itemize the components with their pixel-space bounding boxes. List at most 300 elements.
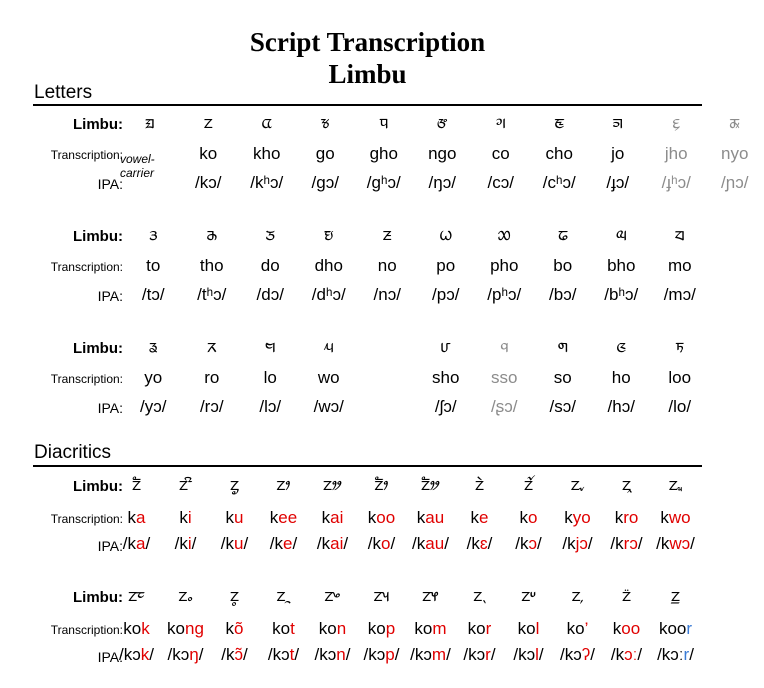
ipa-slash: / bbox=[149, 645, 154, 664]
limbu-glyph: ᤇ bbox=[554, 112, 565, 133]
ipa-mark: r bbox=[683, 645, 690, 664]
transcription-cell bbox=[357, 619, 406, 639]
transcription-cell bbox=[210, 619, 259, 639]
ipa-base: /k bbox=[122, 534, 137, 553]
transcription-cell bbox=[455, 619, 504, 639]
limbu-glyph: ᤁᤪ bbox=[621, 474, 632, 495]
transcription-cell: ko bbox=[199, 144, 218, 163]
table-row bbox=[120, 144, 749, 164]
limbu-glyph: ᤋ bbox=[149, 224, 158, 245]
transcription-mark: ee bbox=[278, 508, 298, 527]
transcription-label: Transcription: bbox=[50, 372, 123, 386]
ipa-base: /kɔ bbox=[463, 645, 486, 664]
transcription-cell bbox=[259, 508, 308, 528]
ipa-label: IPA: bbox=[97, 649, 123, 665]
transcription-mark: r bbox=[686, 619, 693, 638]
limbu-glyph: ᤍ bbox=[265, 224, 276, 245]
ipa-base: /k bbox=[656, 534, 670, 553]
limbu-glyph: ᤁᤦ bbox=[421, 474, 440, 495]
table-row bbox=[112, 585, 702, 607]
limbu-label: Limbu: bbox=[73, 478, 123, 495]
ipa-base: /k bbox=[316, 534, 331, 553]
ipa-base: /k bbox=[562, 534, 576, 553]
transcription-cell: jo bbox=[611, 144, 625, 163]
ipa-slash: / bbox=[294, 645, 300, 664]
ipa-cell: /ʃɔ/ bbox=[434, 397, 457, 416]
limbu-glyph: ᤕ bbox=[148, 336, 158, 357]
ipa-mark: ɔ bbox=[528, 534, 537, 553]
ipa-cell: /pʰɔ/ bbox=[487, 285, 522, 304]
transcription-label: Transcription: bbox=[50, 148, 123, 162]
limbu-glyph: ᤂ bbox=[261, 112, 272, 133]
transcription-base: k bbox=[321, 508, 331, 527]
ipa-cell: /ŋɔ/ bbox=[428, 173, 456, 192]
ipa-cell bbox=[651, 645, 700, 665]
transcription-mark: oo bbox=[376, 508, 396, 527]
ipa-cell: /ɲɔ/ bbox=[721, 173, 749, 192]
limbu-glyph: ᤃ bbox=[320, 112, 330, 133]
transcription-cell bbox=[406, 619, 455, 639]
ipa-cell: /tʰɔ/ bbox=[197, 285, 227, 304]
transcription-base: k bbox=[225, 619, 235, 638]
ipa-base: /k bbox=[269, 534, 284, 553]
transcription-base: k bbox=[660, 508, 669, 527]
table-row bbox=[120, 112, 741, 134]
table-row bbox=[112, 645, 702, 665]
ipa-mark: u bbox=[234, 534, 244, 553]
ipa-cell: /mɔ/ bbox=[663, 285, 696, 304]
ipa-cell bbox=[357, 534, 406, 554]
limbu-glyph: ᤁᤶ bbox=[422, 585, 439, 606]
ipa-cell: /nɔ/ bbox=[373, 285, 401, 304]
ipa-base: /kɔ bbox=[560, 645, 582, 664]
ipa-slash: / bbox=[343, 534, 349, 553]
vowel-carrier-line: carrier bbox=[120, 166, 155, 180]
limbu-glyph: ᤁᤨ bbox=[523, 474, 534, 495]
limbu-glyph: ᤁᤱ bbox=[178, 585, 193, 606]
ipa-cell bbox=[112, 534, 161, 554]
limbu-glyph: ᤁᤴ bbox=[324, 585, 341, 606]
ipa-cell: /pɔ/ bbox=[432, 285, 460, 304]
ipa-cell bbox=[358, 397, 417, 417]
ipa-slash: / bbox=[490, 645, 496, 664]
ipa-cell bbox=[308, 534, 357, 554]
ipa-base: /kɔ bbox=[410, 645, 432, 664]
page-title bbox=[0, 26, 735, 90]
ipa-cell bbox=[259, 534, 308, 554]
limbu-glyph: ᤁ᤻ bbox=[670, 585, 681, 606]
transcription-mark: a bbox=[136, 508, 146, 527]
ipa-slash: / bbox=[689, 645, 694, 664]
ipa-mark: r bbox=[485, 645, 491, 664]
ipa-cell: /lɔ/ bbox=[259, 397, 282, 416]
limbu-glyph: ᤖ bbox=[207, 336, 217, 357]
ipa-base: /k bbox=[610, 534, 624, 553]
ipa-cell: /lo/ bbox=[668, 397, 692, 416]
table-row bbox=[124, 224, 714, 246]
transcription-cell: mo bbox=[667, 256, 692, 275]
ipa-base: /k bbox=[412, 534, 426, 553]
transcription-cell: sho bbox=[432, 368, 460, 387]
ipa-mark: p bbox=[385, 645, 395, 664]
limbu-glyph: ᤁ᤺ bbox=[621, 585, 632, 606]
ipa-base: /kɔ bbox=[513, 645, 536, 664]
limbu-glyph: ᤒ bbox=[557, 224, 568, 245]
vowel-carrier-note bbox=[120, 152, 155, 180]
ipa-cell bbox=[651, 534, 700, 554]
transcription-cell bbox=[602, 508, 651, 528]
transcription-cell: no bbox=[377, 256, 397, 275]
limbu-glyph: ᤘ bbox=[324, 336, 334, 357]
limbu-glyph: ᤎ bbox=[324, 224, 334, 245]
transcription-cell: bo bbox=[553, 256, 573, 275]
transcription-mark: p bbox=[385, 619, 396, 638]
transcription-base: ko bbox=[414, 619, 433, 638]
limbu-glyph: ᤔ bbox=[674, 224, 685, 245]
ipa-slash: / bbox=[487, 534, 493, 553]
limbu-glyph: ᤁᤢ bbox=[229, 474, 240, 495]
ipa-mark: a bbox=[136, 534, 146, 553]
vowel-carrier-line: vowel- bbox=[120, 152, 155, 166]
ipa-cell: /sɔ/ bbox=[549, 397, 576, 416]
table-row bbox=[124, 285, 714, 305]
transcription-mark: yo bbox=[572, 508, 591, 527]
transcription-base: k bbox=[269, 508, 279, 527]
transcription-base: koo bbox=[658, 619, 687, 638]
transcription-mark: au bbox=[425, 508, 445, 527]
transcription-cell: po bbox=[436, 256, 456, 275]
limbu-glyph: ᤓ bbox=[615, 224, 627, 245]
transcription-mark: õ bbox=[234, 619, 244, 638]
ipa-base: /k bbox=[466, 534, 480, 553]
limbu-glyph: ᤁᤩ bbox=[570, 474, 585, 495]
limbu-glyph: ᤙ bbox=[440, 336, 451, 357]
ipa-slash: / bbox=[446, 645, 451, 664]
divider bbox=[33, 465, 702, 467]
ipa-cell: /tɔ/ bbox=[141, 285, 165, 304]
ipa-label: IPA: bbox=[97, 538, 123, 554]
ipa-slash: / bbox=[390, 534, 396, 553]
limbu-glyph: ᤆ bbox=[495, 112, 506, 133]
transcription-cell bbox=[504, 619, 553, 639]
ipa-base: /k bbox=[220, 534, 235, 553]
ipa-base: /kɔ bbox=[267, 645, 290, 664]
ipa-slash: / bbox=[444, 534, 449, 553]
transcription-mark: o bbox=[528, 508, 538, 527]
ipa-cell bbox=[357, 645, 406, 665]
ipa-mark: m bbox=[431, 645, 447, 664]
limbu-glyph: ᤁᤰ bbox=[128, 585, 145, 606]
transcription-cell bbox=[358, 368, 417, 388]
ipa-base: /k bbox=[221, 645, 235, 664]
limbu-glyph: ᤏ bbox=[382, 224, 392, 245]
ipa-slash: / bbox=[292, 534, 298, 553]
ipa-mark: e bbox=[283, 534, 293, 553]
ipa-mark: ai bbox=[330, 534, 344, 553]
table-row bbox=[120, 173, 749, 193]
limbu-glyph bbox=[358, 336, 417, 358]
ipa-cell bbox=[210, 534, 259, 554]
table-row bbox=[112, 619, 702, 639]
limbu-glyph: ᤛ bbox=[557, 336, 568, 357]
transcription-mark: n bbox=[336, 619, 347, 638]
transcription-cell: ngo bbox=[428, 144, 457, 163]
ipa-cell: /cʰɔ/ bbox=[542, 173, 576, 192]
transcription-cell: co bbox=[491, 144, 510, 163]
limbu-glyph: ᤁ bbox=[203, 112, 213, 133]
limbu-glyph: ᤜ bbox=[616, 336, 627, 357]
table-row bbox=[124, 256, 714, 276]
limbu-label: Limbu: bbox=[73, 228, 123, 245]
transcription-mark: oo bbox=[621, 619, 641, 638]
transcription-label: Transcription: bbox=[50, 512, 123, 526]
ipa-mark: l bbox=[535, 645, 539, 664]
limbu-glyph: ᤁᤡ bbox=[179, 474, 192, 495]
transcription-base: ko bbox=[566, 619, 585, 638]
ipa-cell bbox=[504, 534, 553, 554]
transcription-cell bbox=[455, 508, 504, 528]
transcription-mark: k bbox=[141, 619, 150, 638]
ipa-label: IPA: bbox=[97, 288, 123, 304]
transcription-cell bbox=[357, 508, 406, 528]
divider bbox=[33, 104, 702, 106]
transcription-cell: do bbox=[260, 256, 280, 275]
title-line-2: Limbu bbox=[328, 59, 407, 89]
transcription-base: k bbox=[416, 508, 426, 527]
ipa-cell bbox=[112, 645, 161, 665]
transcription-cell: kho bbox=[253, 144, 281, 163]
ipa-slash: / bbox=[590, 645, 595, 664]
transcription-cell: cho bbox=[545, 144, 573, 163]
ipa-cell bbox=[308, 645, 357, 665]
limbu-glyph: ᤁᤲ bbox=[229, 585, 240, 606]
transcription-cell bbox=[210, 508, 259, 528]
ipa-cell: /kɔ/ bbox=[195, 173, 222, 192]
title-line-1: Script Transcription bbox=[249, 27, 486, 57]
ipa-cell: /bɔ/ bbox=[549, 285, 577, 304]
ipa-cell: /bʰɔ/ bbox=[604, 285, 639, 304]
transcription-base: k bbox=[127, 508, 137, 527]
transcription-cell: loo bbox=[668, 368, 692, 387]
transcription-cell: ho bbox=[611, 368, 631, 387]
ipa-base: /k bbox=[174, 534, 188, 553]
ipa-slash: / bbox=[537, 534, 542, 553]
transcription-cell bbox=[259, 619, 308, 639]
transcription-cell bbox=[112, 508, 161, 528]
transcription-cell: yo bbox=[144, 368, 163, 387]
section-heading-letters: Letters bbox=[34, 82, 93, 103]
ipa-cell bbox=[161, 534, 210, 554]
ipa-mark: t bbox=[289, 645, 295, 664]
ipa-mark: rɔ bbox=[623, 534, 638, 553]
limbu-glyph: ᤁᤫ bbox=[668, 474, 683, 495]
ipa-cell: /ɟʰɔ/ bbox=[661, 173, 691, 192]
transcription-cell bbox=[651, 508, 700, 528]
limbu-glyph: ᤝ bbox=[675, 336, 685, 357]
transcription-base: k bbox=[612, 619, 622, 638]
transcription-mark: ng bbox=[185, 619, 204, 638]
transcription-cell: wo bbox=[317, 368, 340, 387]
section-heading-diacritics: Diacritics bbox=[34, 442, 112, 463]
ipa-mark: n bbox=[336, 645, 346, 664]
ipa-mark: k bbox=[140, 645, 150, 664]
ipa-mark: i bbox=[187, 534, 192, 553]
ipa-cell bbox=[210, 645, 259, 665]
transcription-cell: nyo bbox=[721, 144, 749, 163]
limbu-glyph: ᤈ bbox=[612, 112, 623, 133]
transcription-cell bbox=[161, 508, 210, 528]
ipa-slash: / bbox=[637, 645, 643, 664]
transcription-cell: bho bbox=[607, 256, 636, 275]
limbu-label: Limbu: bbox=[73, 116, 123, 133]
transcription-cell: to bbox=[146, 256, 161, 275]
ipa-mark: ɔ̃ bbox=[234, 645, 243, 664]
ipa-mark: o bbox=[381, 534, 391, 553]
ipa-label: IPA: bbox=[97, 400, 123, 416]
limbu-glyph: ᤁᤥ bbox=[374, 474, 389, 495]
limbu-glyph: ᤁᤵ bbox=[373, 585, 390, 606]
transcription-mark: ’ bbox=[584, 619, 589, 638]
ipa-cell bbox=[504, 645, 553, 665]
transcription-mark: l bbox=[535, 619, 540, 638]
ipa-base: /kɔ bbox=[119, 645, 141, 664]
table-row bbox=[112, 508, 702, 528]
ipa-slash: / bbox=[243, 534, 249, 553]
ipa-slash: / bbox=[587, 534, 593, 553]
transcription-cell bbox=[161, 619, 210, 639]
ipa-slash: / bbox=[243, 645, 248, 664]
transcription-cell: lo bbox=[263, 368, 277, 387]
ipa-mark: jɔ bbox=[575, 534, 588, 553]
transcription-base: ko bbox=[167, 619, 186, 638]
ipa-cell: /hɔ/ bbox=[607, 397, 635, 416]
table-row bbox=[124, 336, 714, 358]
limbu-glyph: ᤗ bbox=[265, 336, 276, 357]
transcription-cell bbox=[406, 508, 455, 528]
limbu-glyph: ᤁᤤ bbox=[323, 474, 342, 495]
ipa-cell: /kʰɔ/ bbox=[250, 173, 284, 192]
limbu-glyph: ᤁᤸ bbox=[521, 585, 536, 606]
ipa-cell: /ʂɔ/ bbox=[491, 397, 518, 416]
ipa-mark: ɛ bbox=[479, 534, 488, 553]
ipa-base: /k bbox=[515, 534, 529, 553]
ipa-base: /kɔ bbox=[363, 645, 386, 664]
limbu-glyph: ᤄ bbox=[379, 112, 389, 133]
transcription-mark: m bbox=[432, 619, 447, 638]
limbu-glyph: ᤅ bbox=[436, 112, 448, 133]
limbu-glyph: ᤚ bbox=[500, 336, 509, 357]
ipa-cell: /gɔ/ bbox=[311, 173, 339, 192]
ipa-cell: /cɔ/ bbox=[487, 173, 514, 192]
ipa-mark: wɔ bbox=[669, 534, 691, 553]
ipa-slash: / bbox=[345, 645, 351, 664]
limbu-glyph: ᤁᤧ bbox=[474, 474, 485, 495]
limbu-glyph: ᤁᤳ bbox=[276, 585, 291, 606]
limbu-label: Limbu: bbox=[73, 589, 123, 606]
transcription-cell: pho bbox=[490, 256, 519, 275]
ipa-slash: / bbox=[191, 534, 197, 553]
transcription-base: k bbox=[614, 508, 624, 527]
ipa-base: /kɔ bbox=[167, 645, 190, 664]
ipa-base: /k bbox=[610, 645, 625, 664]
ipa-slash: / bbox=[145, 534, 151, 553]
transcription-base: ko bbox=[318, 619, 337, 638]
ipa-cell bbox=[455, 534, 504, 554]
ipa-base: /kɔː bbox=[657, 645, 684, 664]
ipa-cell bbox=[553, 534, 602, 554]
ipa-cell bbox=[455, 645, 504, 665]
ipa-cell bbox=[602, 645, 651, 665]
transcription-base: k bbox=[367, 508, 377, 527]
transcription-cell bbox=[308, 508, 357, 528]
ipa-cell: /yɔ/ bbox=[140, 397, 167, 416]
transcription-base: ko bbox=[123, 619, 142, 638]
limbu-glyph: ᤌ bbox=[206, 224, 217, 245]
transcription-base: k bbox=[519, 508, 529, 527]
ipa-slash: / bbox=[198, 645, 204, 664]
ipa-cell: /dɔ/ bbox=[256, 285, 284, 304]
ipa-mark: au bbox=[425, 534, 445, 553]
ipa-cell bbox=[406, 534, 455, 554]
transcription-cell bbox=[553, 508, 602, 528]
limbu-glyph: ᤀ bbox=[144, 112, 155, 133]
transcription-base: ko bbox=[367, 619, 386, 638]
transcription-mark: e bbox=[479, 508, 489, 527]
transcription-mark: r bbox=[485, 619, 492, 638]
ipa-mark: ɔː bbox=[624, 645, 638, 664]
transcription-cell: gho bbox=[369, 144, 398, 163]
ipa-mark: ʔ bbox=[581, 645, 591, 664]
limbu-glyph: ᤐ bbox=[439, 224, 452, 245]
limbu-glyph: ᤑ bbox=[497, 224, 511, 245]
transcription-cell: dho bbox=[314, 256, 343, 275]
ipa-cell: /dʰɔ/ bbox=[311, 285, 346, 304]
ipa-mark: ŋ bbox=[189, 645, 199, 664]
limbu-glyph: ᤁᤣ bbox=[276, 474, 291, 495]
transcription-cell: sso bbox=[491, 368, 518, 387]
ipa-cell bbox=[553, 645, 602, 665]
table-row bbox=[112, 534, 702, 554]
ipa-cell: /wɔ/ bbox=[313, 397, 344, 416]
ipa-cell bbox=[602, 534, 651, 554]
transcription-mark: i bbox=[187, 508, 192, 527]
transcription-base: ko bbox=[272, 619, 291, 638]
ipa-slash: / bbox=[637, 534, 643, 553]
transcription-cell: go bbox=[315, 144, 335, 163]
transcription-cell bbox=[602, 619, 651, 639]
limbu-glyph: ᤁᤷ bbox=[473, 585, 486, 606]
ipa-cell: /gʰɔ/ bbox=[366, 173, 401, 192]
ipa-label: IPA: bbox=[97, 176, 123, 192]
transcription-base: k bbox=[564, 508, 573, 527]
transcription-mark: wo bbox=[668, 508, 691, 527]
ipa-slash: / bbox=[538, 645, 544, 664]
transcription-mark: u bbox=[234, 508, 244, 527]
ipa-base: /kɔ bbox=[314, 645, 337, 664]
transcription-mark: ai bbox=[330, 508, 344, 527]
transcription-cell bbox=[112, 619, 161, 639]
transcription-cell bbox=[504, 508, 553, 528]
transcription-cell: jho bbox=[664, 144, 688, 163]
limbu-glyph: ᤁᤠ bbox=[131, 474, 142, 495]
table-row bbox=[124, 397, 714, 417]
table-row bbox=[112, 474, 702, 496]
limbu-label: Limbu: bbox=[73, 340, 123, 357]
limbu-glyph: ᤊ bbox=[729, 112, 741, 133]
transcription-cell bbox=[553, 619, 602, 639]
transcription-base: k bbox=[225, 508, 235, 527]
transcription-mark: t bbox=[290, 619, 295, 638]
